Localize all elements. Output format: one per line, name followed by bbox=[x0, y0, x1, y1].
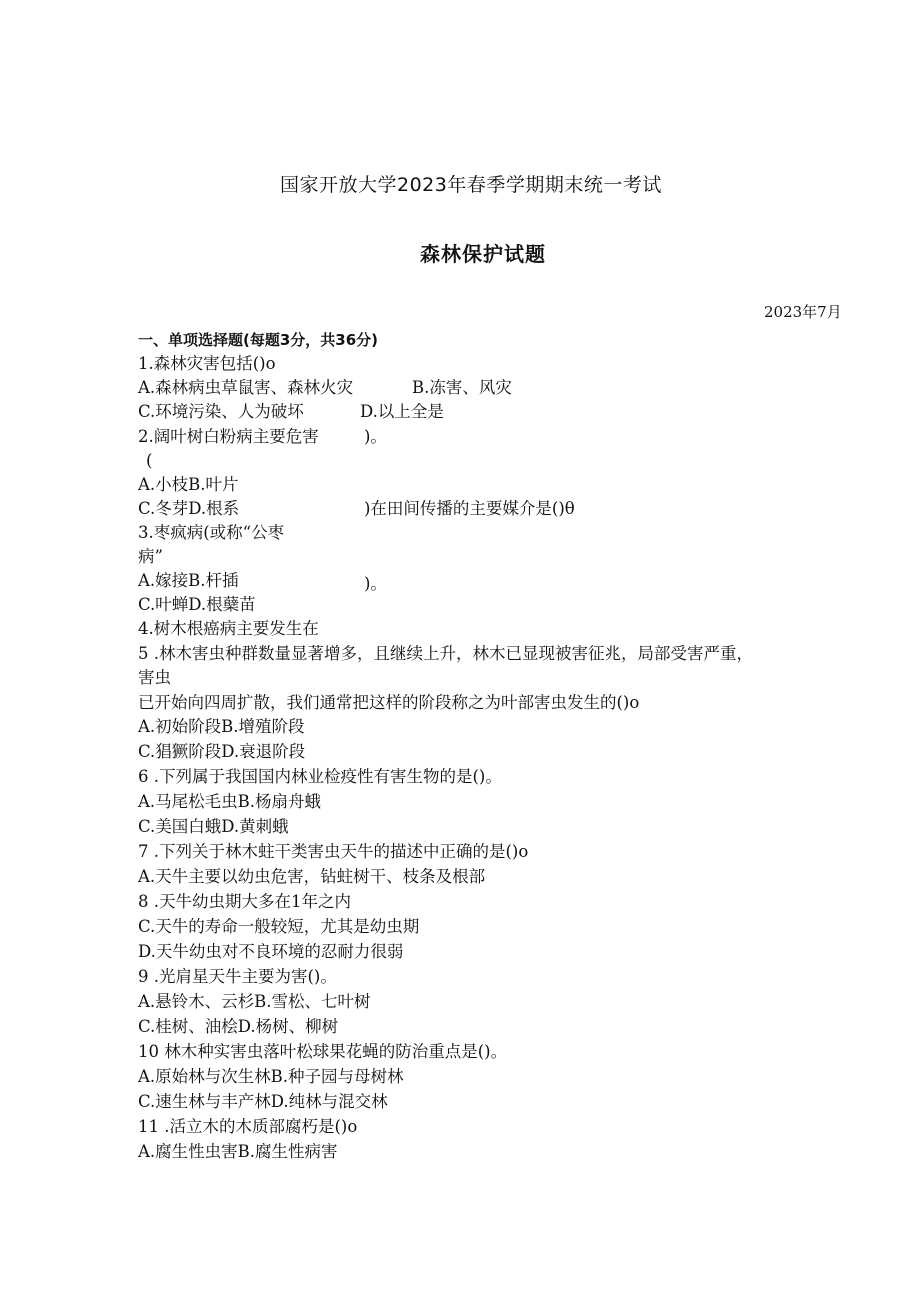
exam-date: 2023年7月 bbox=[764, 303, 842, 321]
option-line: C.环境污染、人为破坏 bbox=[138, 402, 304, 421]
question-line: 3.枣疯病(或称“公枣 bbox=[138, 523, 285, 542]
question-line: 1.森林灾害包括()o bbox=[138, 354, 276, 373]
question-line: 已开始向四周扩散，我们通常把这样的阶段称之为叶部害虫发生的()o bbox=[138, 693, 640, 712]
question-line: 6 .下列属于我国国内林业检疫性有害生物的是()。 bbox=[138, 767, 502, 786]
option-line: C.天牛的寿命一般较短，尤其是幼虫期 bbox=[138, 917, 420, 936]
option-line: D.天牛幼虫对不良环境的忍耐力很弱 bbox=[138, 942, 404, 961]
question-line: )。 bbox=[364, 427, 387, 446]
option-line: C.美国白蛾D.黄刺蛾 bbox=[138, 817, 289, 836]
question-line: 9 .光肩星天牛主要为害()。 bbox=[138, 967, 337, 986]
section-heading: 一、单项选择题(每题3分，共36分) bbox=[138, 331, 379, 349]
option-line: C.桂树、油桧D.杨树、柳树 bbox=[138, 1017, 339, 1036]
question-line: 7 .下列关于林木蛀干类害虫天牛的描述中正确的是()o bbox=[138, 842, 529, 861]
option-line: A.原始林与次生林B.种子园与母树林 bbox=[138, 1067, 404, 1086]
option-line: B.冻害、风灾 bbox=[412, 378, 512, 397]
question-line: 11 .活立木的木质部腐朽是()o bbox=[138, 1117, 358, 1136]
option-line: C.冬芽D.根系 bbox=[138, 499, 240, 518]
option-line: C.速生林与丰产林D.纯林与混交林 bbox=[138, 1092, 388, 1111]
exam-title: 国家开放大学2023年春季学期期末统一考试 bbox=[280, 174, 662, 196]
subject-title: 森林保护试题 bbox=[420, 242, 546, 266]
question-line: 5 .林木害虫种群数量显著增多，且继续上升，林木已显现被害征兆，局部受害严重， bbox=[138, 644, 753, 663]
question-line: 4.树木根癌病主要发生在 bbox=[138, 619, 319, 638]
question-line: 10 林木种实害虫落叶松球果花蝇的防治重点是()。 bbox=[138, 1042, 508, 1061]
question-line: )在田间传播的主要媒介是()θ bbox=[364, 499, 575, 518]
option-line: A.初始阶段B.增殖阶段 bbox=[138, 717, 305, 736]
option-line: C.猖獗阶段D.衰退阶段 bbox=[138, 742, 306, 761]
option-line: A.天牛主要以幼虫危害，钻蛀树干、枝条及根部 bbox=[138, 867, 486, 886]
question-line: 病” bbox=[138, 547, 163, 566]
option-line: A.马尾松毛虫B.杨扇舟蛾 bbox=[138, 792, 322, 811]
option-line: A.小枝B.叶片 bbox=[138, 475, 239, 494]
question-line: )。 bbox=[364, 574, 387, 593]
option-line: A.森林病虫草鼠害、森林火灾 bbox=[138, 378, 354, 397]
question-line: 害虫 bbox=[138, 668, 171, 687]
option-line: A.腐生性虫害B.腐生性病害 bbox=[138, 1142, 338, 1161]
question-line: ( bbox=[146, 451, 153, 470]
option-line: A.嫁接B.杆插 bbox=[138, 571, 239, 590]
option-line: A.悬铃木、云杉B.雪松、七叶树 bbox=[138, 992, 371, 1011]
option-line: D.以上全是 bbox=[360, 402, 444, 421]
option-line: 8 .天牛幼虫期大多在1年之内 bbox=[138, 892, 351, 911]
question-line: 2.阔叶树白粉病主要危害 bbox=[138, 427, 319, 446]
option-line: C.叶蝉D.根蘖苗 bbox=[138, 595, 256, 614]
